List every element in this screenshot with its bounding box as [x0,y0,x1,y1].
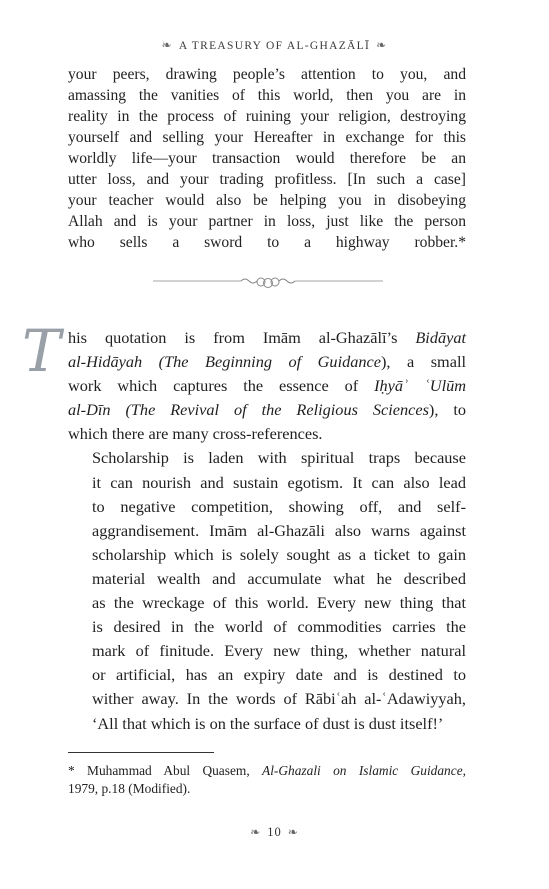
running-head [0,38,549,53]
ornament-right-icon: ❧ [376,38,388,52]
body-line: is desired in the world of commodities carries the [92,617,466,637]
page-number: 10 [267,825,282,839]
quote-line: worldly life—your transaction would therefore be an [68,150,466,167]
body-line: mark of finitude. Every new thing, whether natural [92,641,466,661]
body-line: scholarship which is solely sought as a ticket to gain [92,544,466,564]
body-line: work which captures the essence of Iḥyāʾ ʿUlūm [68,376,466,396]
quote-line: your teacher would also be helping you in disobeying [68,192,466,209]
footnote-marker: * [68,763,75,778]
body-line: wither away. In the words of Rābiʿah al-ʿAdawiyyah, [92,689,466,709]
footnote-line: * Muhammad Abul Quasem, Al-Ghazali on Islamic Guidance, [68,763,467,778]
body-line: it can nourish and sustain egotism. It can also lead [92,472,466,492]
body-line: as the wreckage of this world. Every new thing that [92,593,466,613]
body-line: which there are many cross-references. [68,424,323,444]
body-line: or artificial, has an expiry date and is destined to [92,665,466,685]
body-line: his quotation is from Imām al-Ghazālī’s Bidāyat [68,328,466,347]
footnote-rule [68,752,214,753]
body-line: al-Hidāyah (The Beginning of Guidance), a small [68,352,466,372]
drop-cap: T [22,317,61,385]
quote-line: Allah and is your partner in loss, just like the person [68,213,466,230]
ornament-left-icon: ❧ [161,38,173,52]
quotation-block [68,64,466,253]
body-line: aggrandisement. Imām al-Ghazāli also warns against [92,520,466,540]
body-line: al-Dīn (The Revival of the Religious Sciences), to [68,400,467,420]
quote-line: who sells a sword to a highway robber.* [68,234,466,251]
ornament-left-icon: ❧ [250,825,262,839]
body-text [22,317,467,736]
paragraph [68,446,466,735]
quote-line: your peers, drawing people’s attention to you, and [68,66,466,83]
body-line: to negative competition, showing off, and self- [92,496,466,516]
page-footer [0,825,549,840]
ornament-right-icon: ❧ [287,825,299,839]
footnote-line: 1979, p.18 (Modified). [68,781,191,796]
footnote-title: Al-Ghazali on Islamic Guidance [262,763,463,778]
body-line: material wealth and accumulate what he described [92,568,466,588]
footnote [68,762,466,798]
running-title: A TREASURY OF AL-GHAZĀLĪ [178,40,371,52]
quote-line: utter loss, and your trading profitless. [In such a case] [68,171,466,188]
quote-line: yourself and selling your Hereafter in exchange for this [68,129,466,146]
paragraph [22,317,467,446]
body-line: Scholarship is laden with spiritual traps because [92,448,466,468]
section-divider-icon [153,272,383,292]
body-line: ‘All that which is on the surface of dust is dust itself!’ [92,713,444,733]
quote-line: reality in the process of ruining your religion, destroying [68,108,466,125]
quote-line: amassing the vanities of this world, then you are in [68,87,466,104]
